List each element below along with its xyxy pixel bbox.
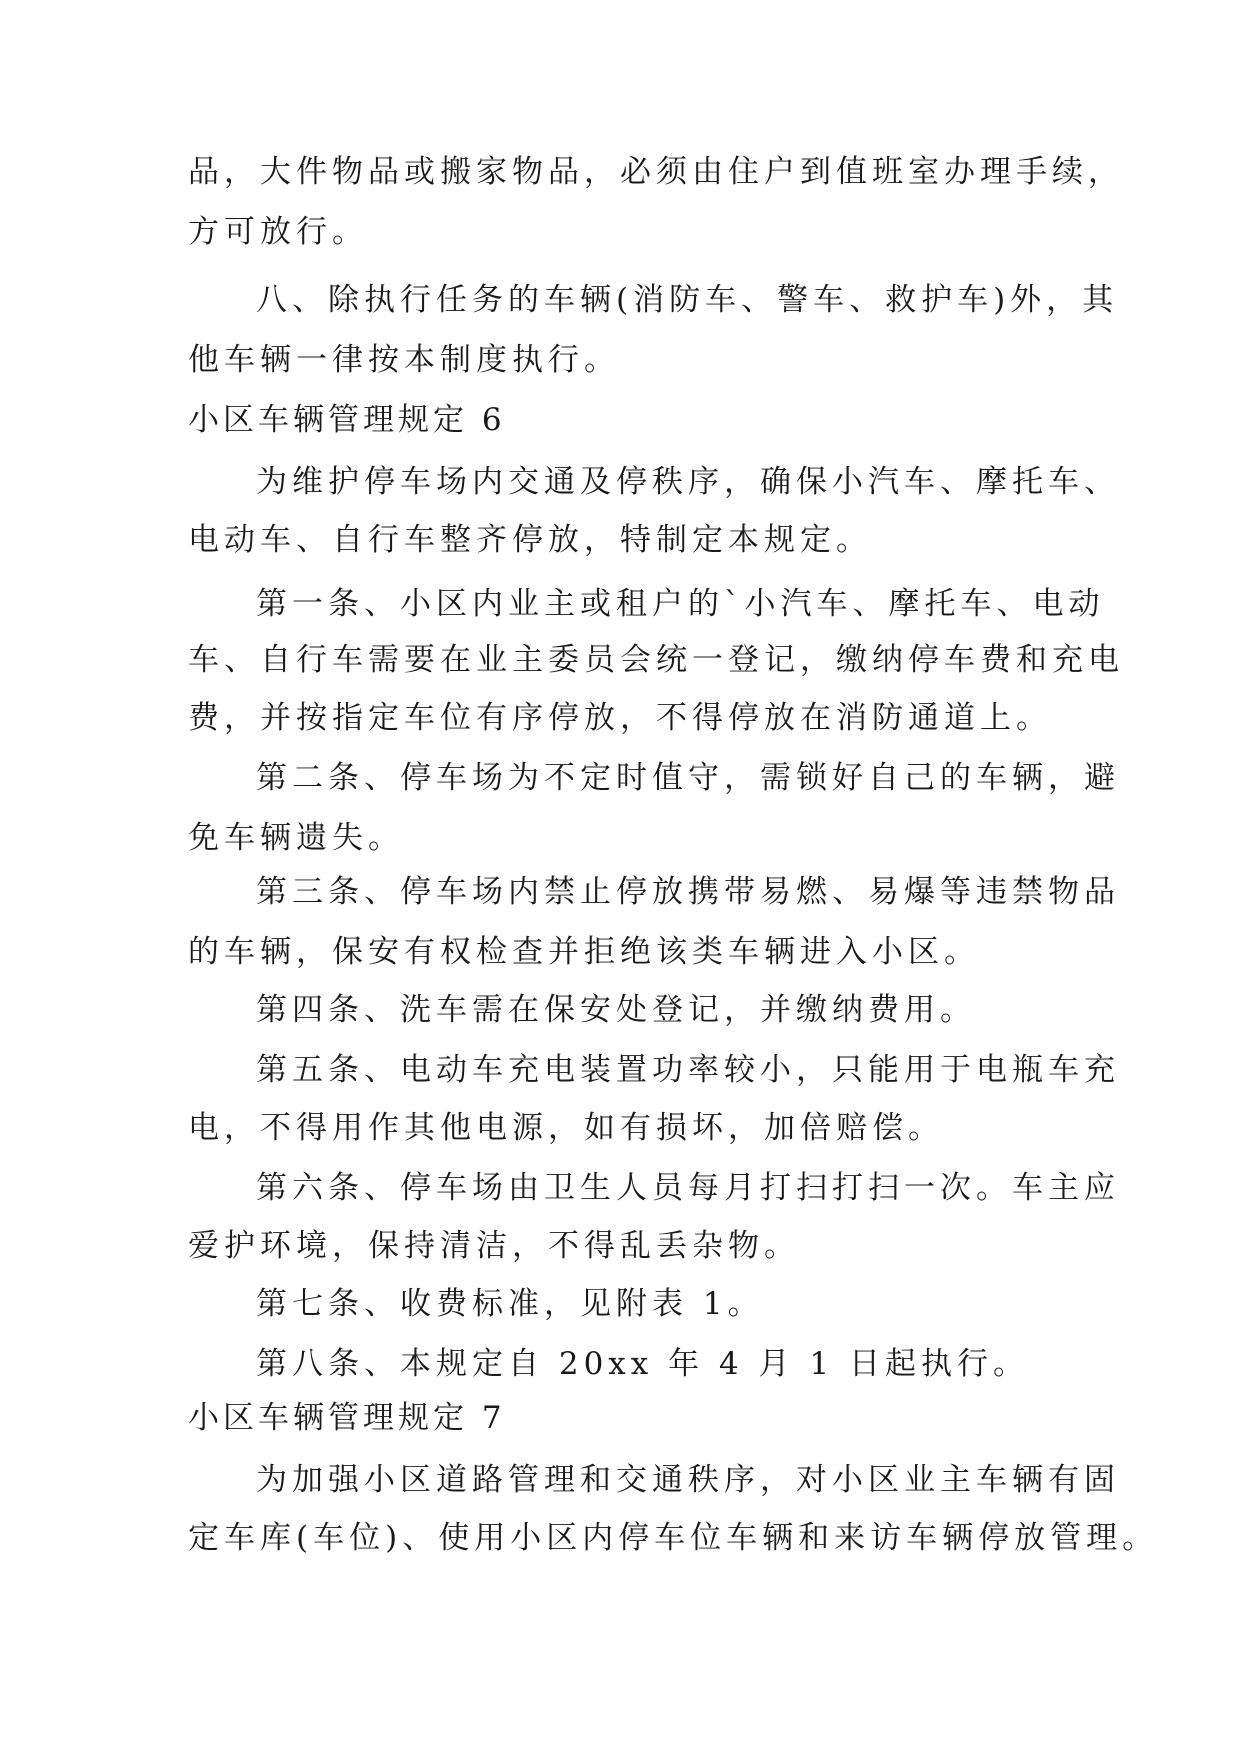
paragraph-line: 的车辆，保安有权检查并拒绝该类车辆进入小区。 bbox=[188, 934, 980, 970]
paragraph-line: 第二条、停车场为不定时值守，需锁好自己的车辆，避 bbox=[256, 760, 1120, 796]
paragraph-line: 第六条、停车场由卫生人员每月打扫打扫一次。车主应 bbox=[256, 1170, 1120, 1206]
paragraph-line: 第七条、收费标准，见附表 1。 bbox=[256, 1286, 764, 1322]
paragraph-line: 费，并按指定车位有序停放，不得停放在消防通道上。 bbox=[188, 700, 1052, 736]
paragraph-line: 定车库(车位)、使用小区内停车位车辆和来访车辆停放管理。 bbox=[188, 1520, 1159, 1556]
paragraph-line: 第八条、本规定自 20xx 年 4 月 1 日起执行。 bbox=[256, 1346, 1029, 1382]
paragraph-line: 为加强小区道路管理和交通秩序，对小区业主车辆有固 bbox=[256, 1462, 1120, 1498]
section-heading: 小区车辆管理规定 7 bbox=[188, 1400, 506, 1436]
paragraph-line: 电动车、自行车整齐停放，特制定本规定。 bbox=[188, 522, 872, 558]
paragraph-line: 爱护环境，保持清洁，不得乱丢杂物。 bbox=[188, 1228, 800, 1264]
paragraph-line: 第一条、小区内业主或租户的`小汽车、摩托车、电动 bbox=[256, 586, 1105, 622]
paragraph-line: 第三条、停车场内禁止停放携带易燃、易爆等违禁物品 bbox=[256, 874, 1120, 910]
paragraph-line: 八、除执行任务的车辆(消防车、警车、救护车)外，其 bbox=[256, 282, 1119, 318]
paragraph-line: 方可放行。 bbox=[188, 214, 368, 250]
section-heading: 小区车辆管理规定 6 bbox=[188, 402, 506, 438]
paragraph-line: 品，大件物品或搬家物品，必须由住户到值班室办理手续， bbox=[188, 154, 1124, 190]
paragraph-line: 他车辆一律按本制度执行。 bbox=[188, 342, 620, 378]
paragraph-line: 第四条、洗车需在保安处登记，并缴纳费用。 bbox=[256, 992, 976, 1028]
paragraph-line: 车、自行车需要在业主委员会统一登记，缴纳停车费和充电 bbox=[188, 642, 1124, 678]
paragraph-line: 免车辆遗失。 bbox=[188, 820, 404, 856]
paragraph-line: 第五条、电动车充电装置功率较小，只能用于电瓶车充 bbox=[256, 1052, 1120, 1088]
paragraph-line: 电，不得用作其他电源，如有损坏，加倍赔偿。 bbox=[188, 1110, 944, 1146]
paragraph-line: 为维护停车场内交通及停秩序，确保小汽车、摩托车、 bbox=[256, 464, 1120, 500]
